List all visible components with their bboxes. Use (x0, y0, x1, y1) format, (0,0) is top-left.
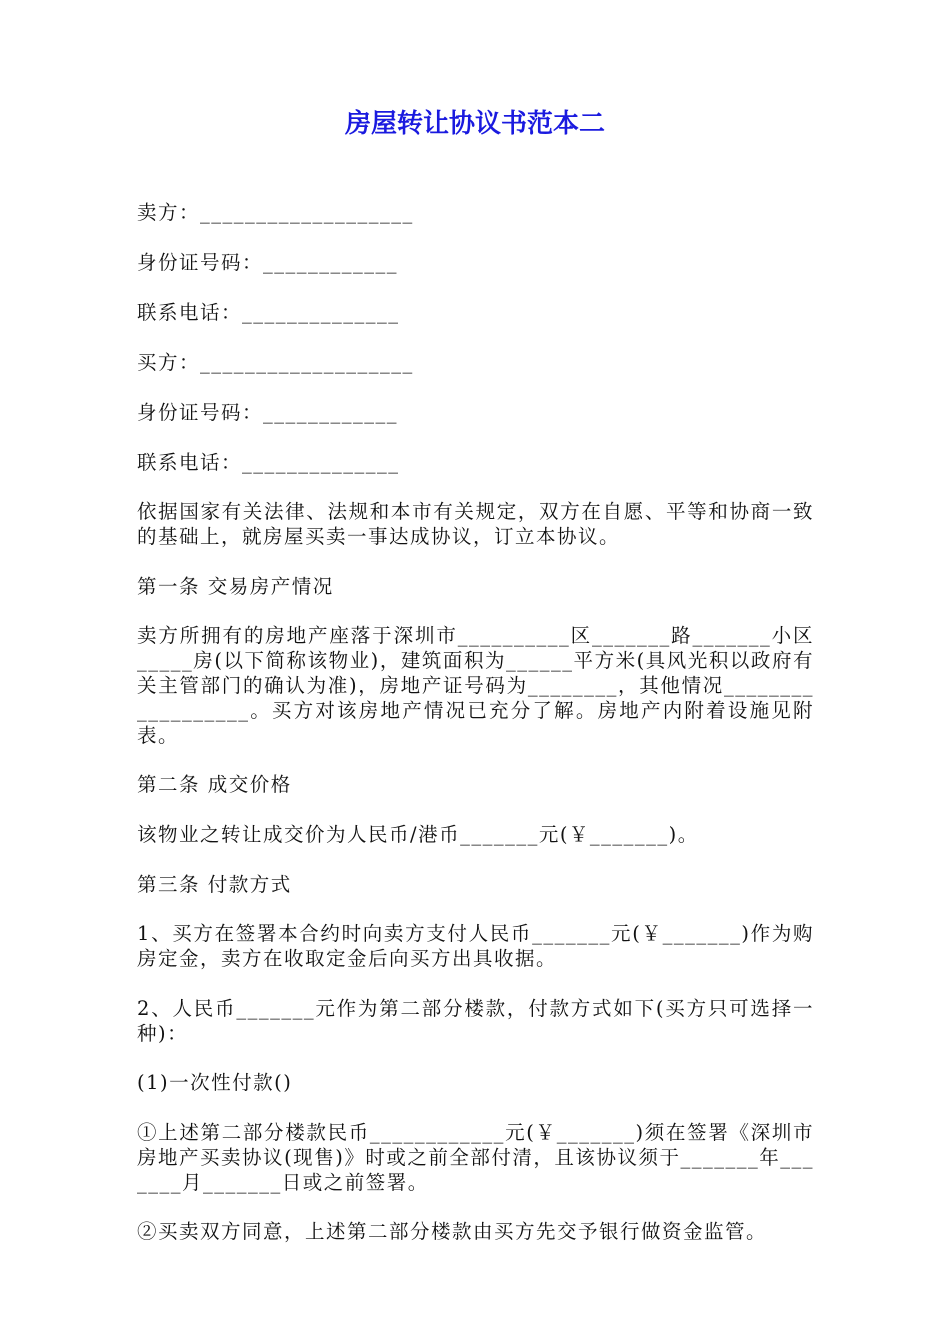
buyer-id-blank: ____________ (263, 401, 399, 424)
article-2-paragraph: 该物业之转让成交价为人民币/港币_______元(￥_______)。 (137, 823, 699, 846)
buyer-phone-label: 联系电话： (137, 451, 243, 474)
article-1-paragraph: 卖方所拥有的房地产座落于深圳市__________区_______路_______小区_____房(以下简称该物业)，建筑面积为______平方米(具风光积以政府有关主管部门的确认为准)，房地产证号码为________，其他情况__________________。买方对该房地产情况已充分了解。房地产内附着设施见附表。 (137, 624, 814, 747)
buyer-id-label: 身份证号码： (137, 401, 264, 424)
lump-sum-heading: (1)一次性付款() (137, 1071, 293, 1094)
article-1-heading: 第一条 交易房产情况 (137, 575, 334, 598)
seller-id-blank: ____________ (263, 251, 399, 274)
buyer-blank: ___________________ (200, 351, 414, 374)
buyer-id-field (137, 400, 398, 425)
seller-blank: ___________________ (200, 201, 414, 224)
article-2-heading: 第二条 成交价格 (137, 773, 292, 796)
seller-field (137, 200, 414, 225)
payment-item-2: 2、人民币_______元作为第二部分楼款，付款方式如下(买方只可选择一种)： (137, 997, 814, 1045)
seller-phone-field (137, 300, 400, 325)
lump-sum-clause-1: ①上述第二部分楼款民币____________元(￥_______)须在签署《深圳市房地产买卖协议(现售)》时或之前全部付清，且该协议须于_______年_______月_______日或之前签署。 (137, 1121, 814, 1194)
document-title: 房屋转让协议书范本二 (344, 109, 605, 139)
article-3-heading: 第三条 付款方式 (137, 873, 292, 896)
seller-phone-label: 联系电话： (137, 301, 243, 324)
buyer-phone-field (137, 450, 400, 475)
seller-phone-blank: ______________ (242, 301, 400, 324)
payment-item-1: 1、买方在签署本合约时向卖方支付人民币_______元(￥_______)作为购房定金，卖方在收取定金后向买方出具收据。 (137, 922, 814, 970)
buyer-phone-blank: ______________ (242, 451, 400, 474)
seller-id-label: 身份证号码： (137, 251, 264, 274)
buyer-field (137, 350, 414, 375)
seller-label: 卖方： (137, 201, 201, 224)
buyer-label: 买方： (137, 351, 201, 374)
lump-sum-clause-2: ②买卖双方同意，上述第二部分楼款由买方先交予银行做资金监管。 (137, 1220, 768, 1243)
seller-id-field (137, 250, 398, 275)
preamble-paragraph: 依据国家有关法律、法规和本市有关规定，双方在自愿、平等和协商一致的基础上，就房屋买卖一事达成协议，订立本协议。 (137, 500, 814, 548)
